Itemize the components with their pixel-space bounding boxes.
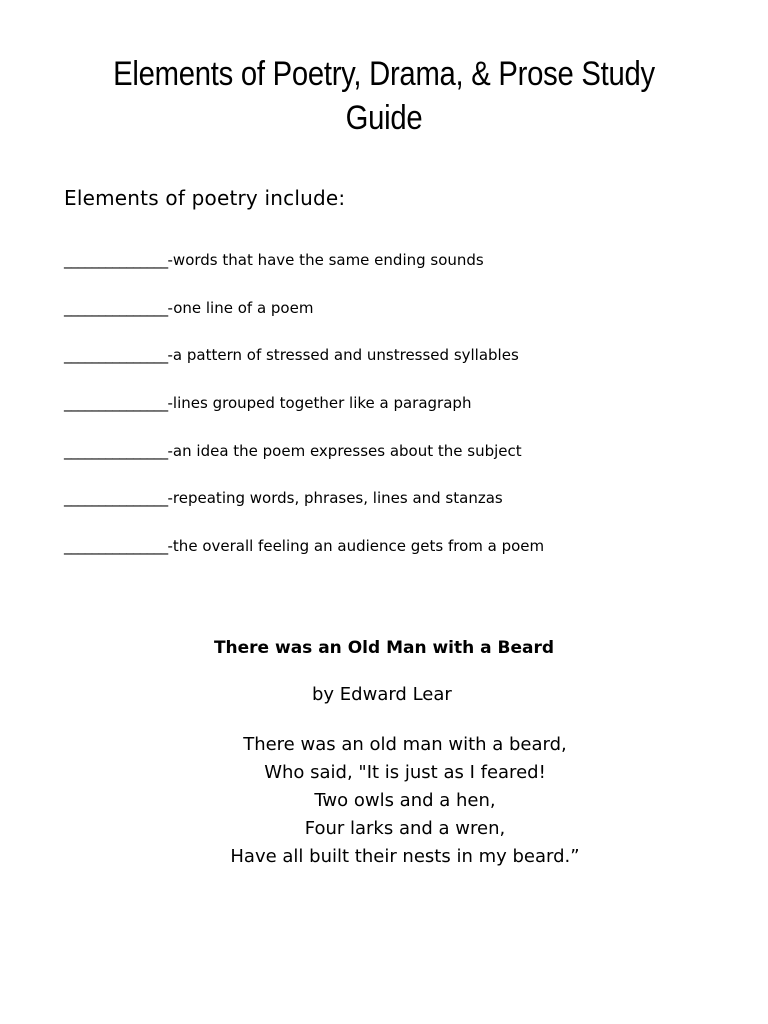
definition-text: -repeating words, phrases, lines and stanzas	[167, 489, 503, 508]
definition-text: -lines grouped together like a paragraph	[167, 394, 472, 413]
poem-line: Who said, "It is just as I feared!	[264, 762, 546, 783]
elements-list	[64, 249, 744, 583]
definition-text: -an idea the poem expresses about the subject	[167, 441, 522, 460]
list-item	[64, 392, 744, 440]
definition-text: -the overall feeling an audience gets from a poem	[167, 537, 545, 556]
answer-blank: _______________	[64, 346, 168, 365]
answer-blank: _______________	[64, 251, 168, 269]
answer-blank: _______________	[64, 441, 168, 460]
definition-text: -words that have the same ending sounds	[167, 251, 484, 269]
section-intro: Elements of poetry include:	[64, 186, 346, 210]
list-item	[64, 297, 744, 345]
poem-author: by Edward Lear	[312, 684, 452, 705]
list-item	[64, 440, 744, 488]
poem-body	[200, 731, 610, 871]
definition-text: -a pattern of stressed and unstressed syllables	[167, 346, 519, 365]
poem-line: Have all built their nests in my beard.”	[230, 846, 580, 867]
list-item	[64, 535, 744, 583]
list-item	[64, 249, 744, 297]
poem-title	[0, 636, 768, 660]
answer-blank: _______________	[64, 489, 168, 508]
answer-blank: _______________	[64, 537, 168, 556]
poem-title-text: There was an Old Man with a Beard	[213, 638, 555, 658]
poem-line: Two owls and a hen,	[314, 790, 496, 811]
answer-blank: _______________	[64, 298, 168, 317]
poem-line: Four larks and a wren,	[304, 818, 506, 839]
definition-text: -one line of a poem	[167, 298, 314, 317]
list-item	[64, 344, 744, 392]
list-item	[64, 487, 744, 535]
answer-blank: _______________	[64, 394, 168, 413]
poem-line: There was an old man with a beard,	[243, 734, 567, 755]
page-title: Elements of Poetry, Drama, & Prose Study Guide	[113, 55, 655, 137]
